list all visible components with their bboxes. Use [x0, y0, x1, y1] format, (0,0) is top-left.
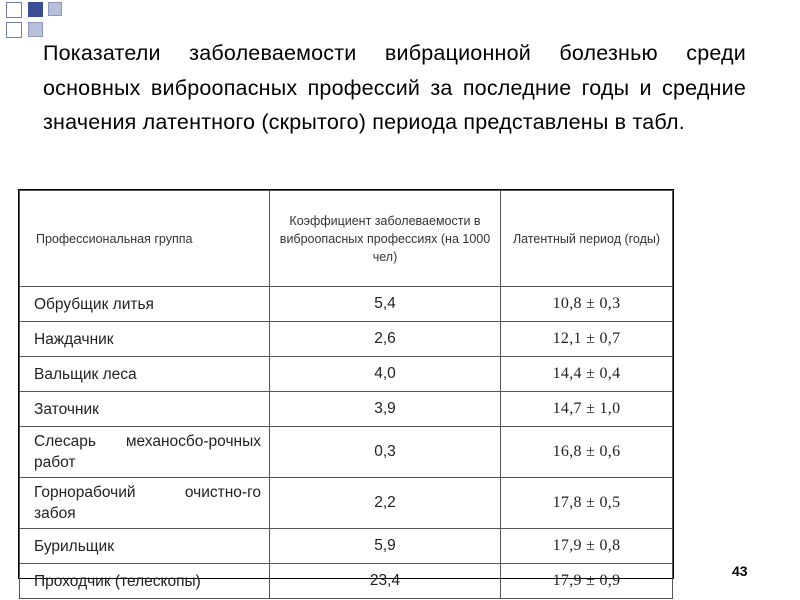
- table-header-row: [20, 191, 673, 287]
- deco-square: [48, 2, 62, 16]
- cell-latent: 17,9 ± 0,9: [501, 564, 673, 599]
- cell-latent: 10,8 ± 0,3: [501, 287, 673, 322]
- cell-group: Обрубщик литья: [20, 287, 270, 322]
- cell-group: Наждачник: [20, 322, 270, 357]
- table-row: [20, 392, 673, 427]
- table-row: [20, 287, 673, 322]
- data-table: [18, 189, 674, 590]
- cell-latent: 14,4 ± 0,4: [501, 357, 673, 392]
- cell-coefficient: 5,4: [270, 287, 501, 322]
- header-latent-period: Латентный период (годы): [501, 191, 673, 287]
- cell-group: Вальщик леса: [20, 357, 270, 392]
- table-row: [20, 427, 673, 478]
- cell-group: Бурильщик: [20, 529, 270, 564]
- deco-square: [28, 2, 43, 17]
- cell-group: Проходчик (телескопы): [20, 564, 270, 599]
- table-row: [20, 478, 673, 529]
- table-row: [20, 529, 673, 564]
- deco-square: [28, 22, 43, 37]
- cell-latent: 12,1 ± 0,7: [501, 322, 673, 357]
- slide-heading: Показатели заболеваемости вибрационной болезнью среди основных виброопасных профессий за последние годы и средние значения латентного (скрытого) периода представлены в табл.: [43, 41, 746, 134]
- cell-latent: 14,7 ± 1,0: [501, 392, 673, 427]
- table-row: [20, 564, 673, 599]
- cell-group: Слесарь механосбо-рочных работ: [20, 427, 270, 478]
- cell-group: Заточник: [20, 392, 270, 427]
- table-row: [20, 322, 673, 357]
- cell-coefficient: 3,9: [270, 392, 501, 427]
- deco-square: [6, 22, 22, 38]
- cell-latent: 17,9 ± 0,8: [501, 529, 673, 564]
- table-row: [20, 357, 673, 392]
- cell-coefficient: 2,2: [270, 478, 501, 529]
- cell-coefficient: 23,4: [270, 564, 501, 599]
- cell-coefficient: 0,3: [270, 427, 501, 478]
- header-coefficient: Коэффициент заболеваемости в виброопасных профессиях (на 1000 чел): [270, 191, 501, 287]
- cell-coefficient: 2,6: [270, 322, 501, 357]
- cell-coefficient: 5,9: [270, 529, 501, 564]
- cell-latent: 16,8 ± 0,6: [501, 427, 673, 478]
- cell-group: Горнорабочий очистно-го забоя: [20, 478, 270, 529]
- page-number: 43: [732, 563, 748, 579]
- cell-coefficient: 4,0: [270, 357, 501, 392]
- header-group: Профессиональная группа: [20, 191, 270, 287]
- deco-square: [6, 2, 22, 18]
- cell-latent: 17,8 ± 0,5: [501, 478, 673, 529]
